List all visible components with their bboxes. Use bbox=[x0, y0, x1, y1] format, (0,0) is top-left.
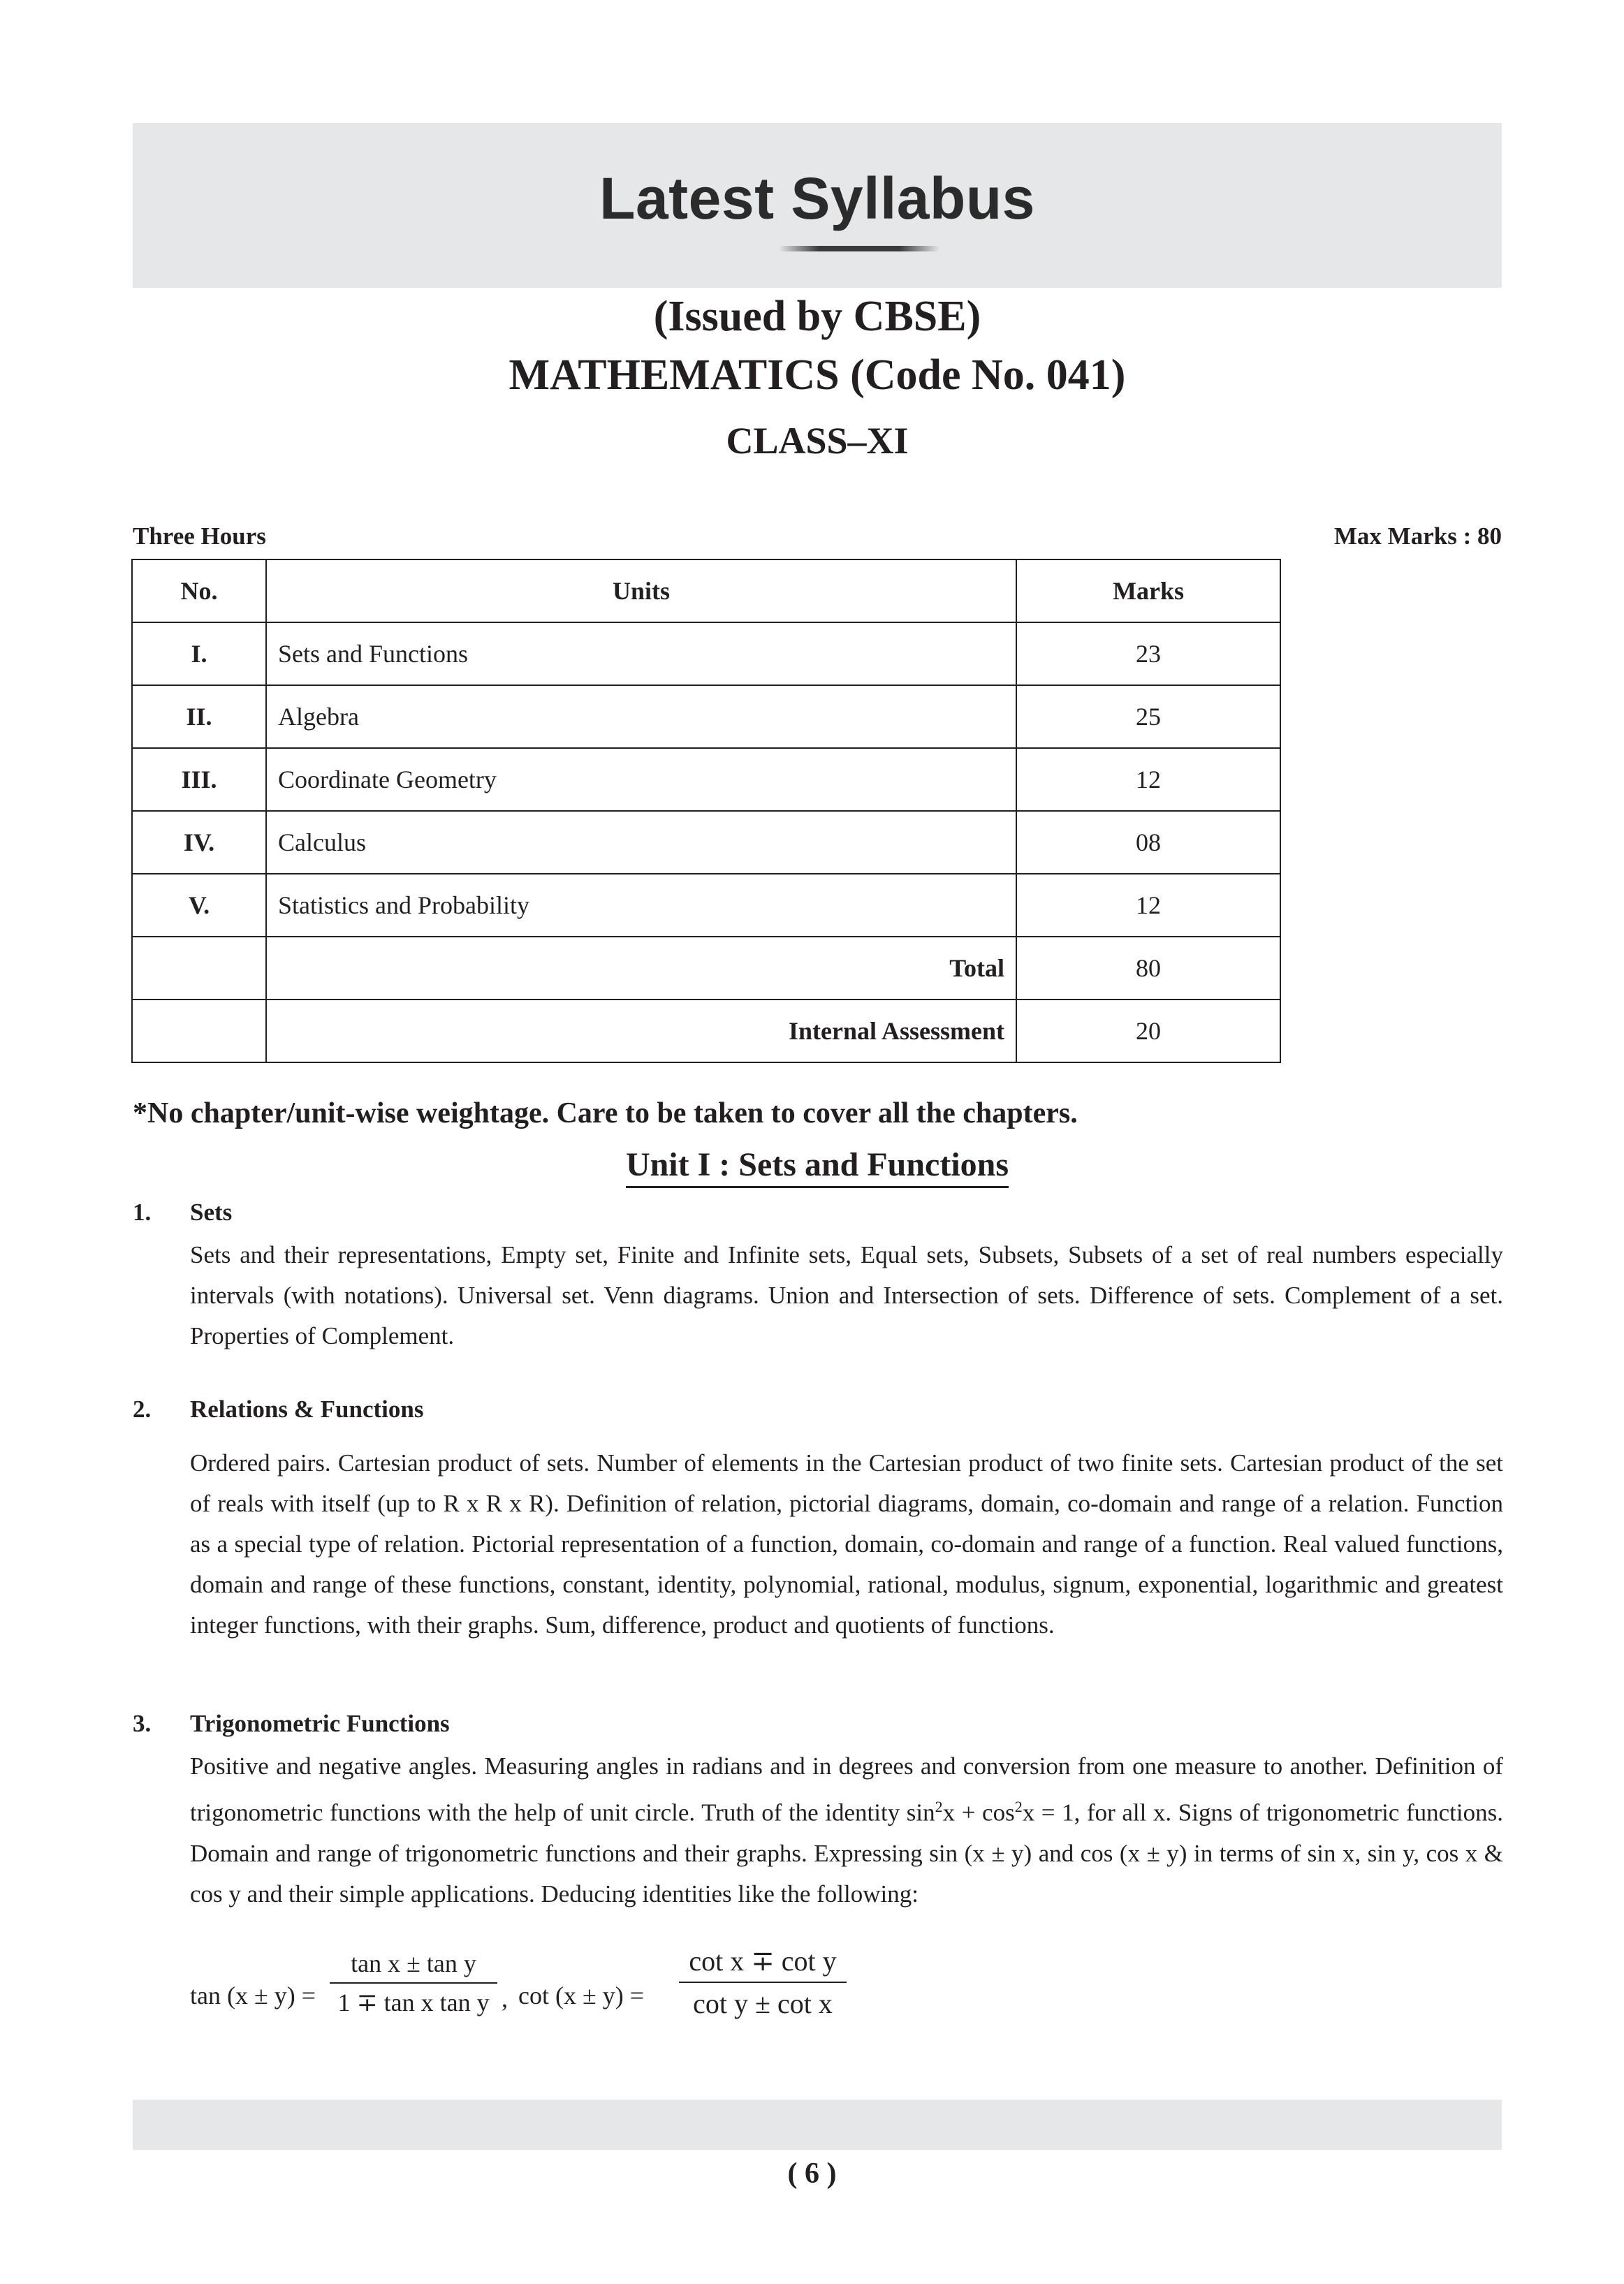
table-row bbox=[132, 685, 1280, 748]
formula-separator: , bbox=[502, 1984, 508, 2012]
empty-cell bbox=[132, 1000, 266, 1062]
duration: Three Hours bbox=[133, 522, 266, 550]
row-marks: 25 bbox=[1016, 685, 1280, 748]
row-no: IV. bbox=[132, 811, 266, 874]
header-no: No. bbox=[132, 559, 266, 622]
section-text-part: x + cos bbox=[942, 1799, 1015, 1827]
section-title: Trigonometric Functions bbox=[190, 1710, 450, 1737]
identity-formula bbox=[190, 1945, 1168, 2047]
row-no: II. bbox=[132, 685, 266, 748]
section-number: 3. bbox=[133, 1710, 152, 1737]
header-marks: Marks bbox=[1016, 559, 1280, 622]
max-marks: Max Marks : 80 bbox=[1333, 522, 1502, 550]
unit-heading bbox=[133, 1145, 1502, 1184]
section-number: 1. bbox=[133, 1199, 152, 1226]
section-text-part: x = 1, for all x. Signs of trigonometric functions. Domain and range of trigonometric functions and their graphs. Expressing sin (x ± y) and cos (x ± y) in terms of sin x, sin y, cos x & cos y and their simple applications. Deducing identities like the following: bbox=[190, 1799, 1503, 1908]
superscript: 2 bbox=[1014, 1798, 1023, 1815]
superscript: 2 bbox=[935, 1798, 943, 1815]
cot-numerator: cot x ∓ cot y bbox=[689, 1945, 837, 1977]
section-text-part: Positive and negative angles. Measuring angles in radians and in degrees and conversion from one measure to another. Definition of trigonometric functions with the help of unit circle. Truth of the identity sin bbox=[190, 1752, 1503, 1827]
row-unit: Statistics and Probability bbox=[266, 874, 1016, 937]
table-row bbox=[132, 874, 1280, 937]
fraction-bar bbox=[330, 1982, 497, 1984]
section-text: Ordered pairs. Cartesian product of sets. Number of elements in the Cartesian product of two finite sets. Cartesian product of the set of reals with itself (up to R x R x R). Definition of relation, pictorial diagrams, domain, co-domain and range of a relation. Function as a special type of relation. Pictorial representation of a function, domain, co-domain and range of a function. Real valued functions, domain and range of these functions, constant, identity, polynomial, rational, modulus, signum, exponential, logarithmic and greatest integer functions, with their graphs. Sum, difference, product and quotients of functions. bbox=[190, 1449, 1503, 1639]
class-label: CLASS–XI bbox=[726, 420, 909, 462]
cot-denominator: cot y ± cot x bbox=[693, 1988, 833, 2019]
section-text bbox=[190, 1746, 1503, 1915]
row-no: I. bbox=[132, 622, 266, 685]
section-title: Sets bbox=[190, 1199, 233, 1226]
cot-lhs: cot (x ± y) = bbox=[518, 1982, 645, 2010]
row-marks: 12 bbox=[1016, 874, 1280, 937]
row-marks: 23 bbox=[1016, 622, 1280, 685]
cot-fraction bbox=[679, 1945, 847, 2020]
row-unit: Sets and Functions bbox=[266, 622, 1016, 685]
page-number: ( 6 ) bbox=[787, 2158, 837, 2190]
tan-numerator: tan x ± tan y bbox=[351, 1949, 476, 1977]
table-row bbox=[132, 622, 1280, 685]
tan-fraction bbox=[330, 1949, 497, 2017]
tan-denominator: 1 ∓ tan x tan y bbox=[337, 1989, 490, 2016]
fraction-bar bbox=[679, 1982, 847, 1983]
row-no: V. bbox=[132, 874, 266, 937]
total-label: Total bbox=[266, 937, 1016, 1000]
title-underline bbox=[779, 246, 939, 251]
section-number: 2. bbox=[133, 1396, 152, 1423]
section-title: Relations & Functions bbox=[190, 1396, 424, 1423]
row-unit: Coordinate Geometry bbox=[266, 748, 1016, 811]
row-unit: Calculus bbox=[266, 811, 1016, 874]
header-band bbox=[133, 123, 1502, 288]
table-row bbox=[132, 811, 1280, 874]
row-marks: 12 bbox=[1016, 748, 1280, 811]
footer-band bbox=[133, 2100, 1502, 2150]
marks-table bbox=[131, 559, 1281, 1063]
row-marks: 08 bbox=[1016, 811, 1280, 874]
row-no: III. bbox=[132, 748, 266, 811]
subject-title: MATHEMATICS (Code No. 041) bbox=[509, 351, 1126, 399]
row-unit: Algebra bbox=[266, 685, 1016, 748]
internal-row bbox=[132, 1000, 1280, 1062]
internal-label: Internal Assessment bbox=[266, 1000, 1016, 1062]
section-text: Sets and their representations, Empty set, Finite and Infinite sets, Equal sets, Subsets, Subsets of a set of real numbers especially intervals (with notations). Universal set. Venn diagrams. Union and Intersection of sets. Difference of sets. Complement of a set. Properties of Complement. bbox=[190, 1241, 1503, 1349]
unit-heading-text: Unit I : Sets and Functions bbox=[626, 1146, 1009, 1188]
table-header-row bbox=[132, 559, 1280, 622]
total-value: 80 bbox=[1016, 937, 1280, 1000]
tan-lhs: tan (x ± y) = bbox=[190, 1982, 316, 2010]
internal-value: 20 bbox=[1016, 1000, 1280, 1062]
issued-by: (Issued by CBSE) bbox=[653, 293, 981, 340]
table-row bbox=[132, 748, 1280, 811]
page-title: Latest Syllabus bbox=[599, 166, 1035, 231]
total-row bbox=[132, 937, 1280, 1000]
header-units: Units bbox=[266, 559, 1016, 622]
weightage-note: *No chapter/unit-wise weightage. Care to be taken to cover all the chapters. bbox=[133, 1097, 1078, 1129]
empty-cell bbox=[132, 937, 266, 1000]
